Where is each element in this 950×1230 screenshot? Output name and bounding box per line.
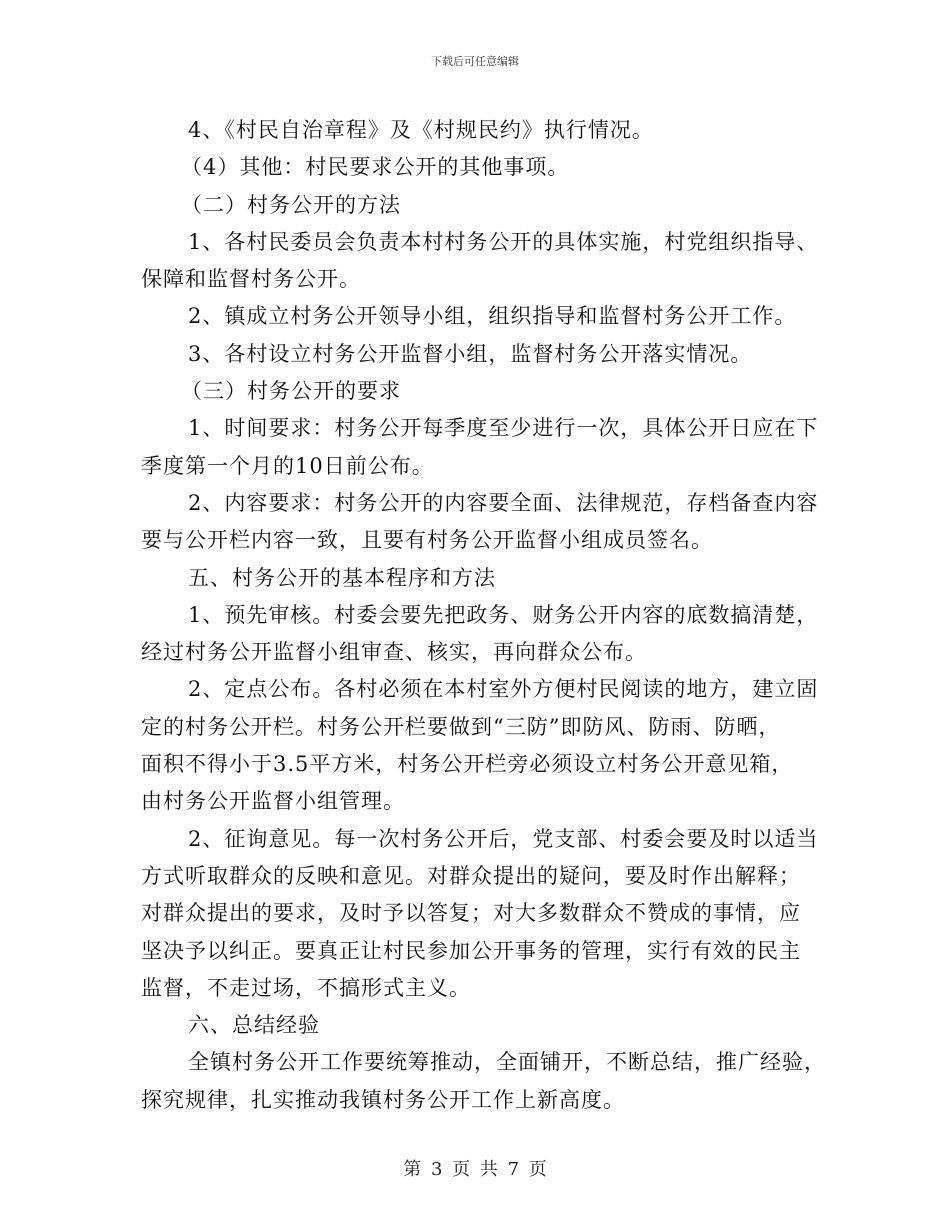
section-heading: 五、村务公开的基本程序和方法 xyxy=(188,565,496,590)
document-body xyxy=(141,112,826,1119)
page-number: 第 3 页 共 7 页 xyxy=(403,1159,547,1180)
section-heading: （二）村务公开的方法 xyxy=(181,192,401,217)
section-heading: （三）村务公开的要求 xyxy=(181,379,401,404)
paragraph-line: 2、内容要求：村务公开的内容要全面、法律规范，存档备查内容 xyxy=(188,490,819,515)
paragraph-line: 经过村务公开监督小组审查、核实，再向群众公布。 xyxy=(141,640,647,665)
paragraph-line: 要与公开栏内容一致，且要有村务公开监督小组成员签名。 xyxy=(141,528,713,553)
paragraph-line: 对群众提出的要求，及时予以答复；对大多数群众不赞成的事情，应 xyxy=(141,901,801,926)
paragraph-line: 监督，不走过场，不搞形式主义。 xyxy=(141,975,471,1000)
paragraph-line: 3、各村设立村务公开监督小组，监督村务公开落实情况。 xyxy=(188,341,753,366)
paragraph-line: 保障和监督村务公开。 xyxy=(141,267,361,292)
paragraph-line: 全镇村务公开工作要统筹推动，全面铺开，不断总结，推广经验， xyxy=(188,1050,826,1075)
paragraph-line: 1、时间要求：村务公开每季度至少进行一次，具体公开日应在下 xyxy=(188,416,819,441)
paragraph-line: 定的村务公开栏。村务公开栏要做到“三防”即防风、防雨、防晒， xyxy=(141,714,781,739)
paragraph-line: 2、镇成立村务公开领导小组，组织指导和监督村务公开工作。 xyxy=(188,304,797,329)
paragraph-line: 1、预先审核。村委会要先把政务、财务公开内容的底数搞清楚， xyxy=(188,602,819,627)
paragraph-line: 2、定点公布。各村必须在本村室外方便村民阅读的地方，建立固 xyxy=(188,677,819,702)
page-header: 下载后可任意编辑 xyxy=(431,55,519,68)
paragraph-line: 4、《村民自治章程》及《村规民约》执行情况。 xyxy=(188,118,654,142)
paragraph-line: 面积不得小于3.5平方米，村务公开栏旁必须设立村务公开意见箱， xyxy=(141,752,794,777)
paragraph-line: 探究规律，扎实推动我镇村务公开工作上新高度。 xyxy=(141,1087,625,1112)
paragraph-line: 由村务公开监督小组管理。 xyxy=(141,789,405,814)
paragraph-line: 坚决予以纠正。要真正让村民参加公开事务的管理，实行有效的民主 xyxy=(141,938,801,963)
paragraph-line: 季度第一个月的10日前公布。 xyxy=(141,453,434,478)
paragraph-line: 2、征询意见。每一次村务公开后，党支部、村委会要及时以适当 xyxy=(188,826,819,851)
paragraph-line: 1、各村民委员会负责本村村务公开的具体实施，村党组织指导、 xyxy=(188,229,819,254)
paragraph-line: 方式听取群众的反映和意见。对群众提出的疑问，要及时作出解释； xyxy=(141,863,801,888)
section-heading: 六、总结经验 xyxy=(188,1013,320,1038)
paragraph-line: （4）其他：村民要求公开的其他事项。 xyxy=(181,155,570,180)
